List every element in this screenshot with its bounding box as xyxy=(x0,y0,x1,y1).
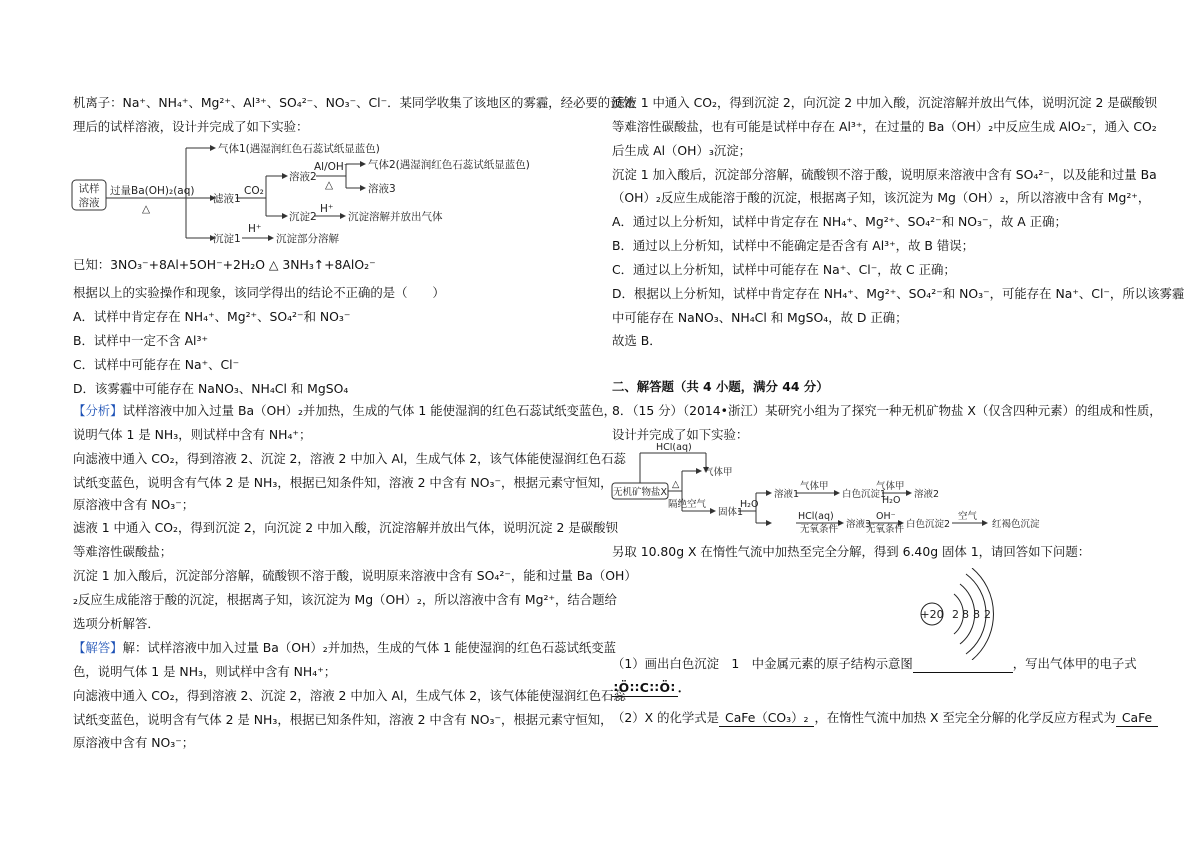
solution2-label: 溶液2 xyxy=(289,171,317,183)
analysis-tag: 【分析】 xyxy=(73,403,123,418)
mineral-x-label: 无机矿物盐X xyxy=(612,487,668,498)
analysis-line-3: 向滤液中通入 CO₂，得到溶液 2、沉淀 2，溶液 2 中加入 Al，生成气体 2，该气体能使湿润红色石蕊 xyxy=(73,451,626,466)
red-brown-ppt-label: 红褐色沉淀 xyxy=(992,519,1040,530)
analysis-line-2: 说明气体 1 是 NH₃，则试样中含有 NH₄⁺； xyxy=(73,427,312,442)
right-line-3: 后生成 Al（OH）₃沉淀； xyxy=(612,143,752,158)
h-plus-label-1: H⁺ xyxy=(320,203,334,215)
q8-line-1: 8．（15 分）（2014•浙江）某研究小组为了探究一种无机矿物盐 X（仅含四种元素）的组成和性质， xyxy=(612,403,1162,418)
al-oh-label: Al/OH⁻ xyxy=(314,161,350,173)
hcl-label-2: HCl(aq) xyxy=(798,511,834,522)
option-c: C．试样中可能存在 Na⁺、Cl⁻ xyxy=(73,357,240,372)
mineral-flowchart xyxy=(610,443,1090,535)
right-line-7: B．通过以上分析知，试样中不能确定是否含有 Al³⁺，故 B 错误； xyxy=(612,238,975,253)
answer-formula: CaFe（CO₃）₂ xyxy=(719,710,814,727)
isolate-air-label: 隔绝空气 xyxy=(668,499,707,510)
shell-2: 8 xyxy=(962,608,969,621)
intro-line-1: 机离子：Na⁺、NH₄⁺、Mg²⁺、Al³⁺、SO₄²⁻、NO₃⁻、Cl⁻．某同学收集了该地区的雾霾，经必要的预处 xyxy=(73,95,635,110)
analysis-line-10: 选项分析解答． xyxy=(73,616,160,631)
analysis-line-5: 原溶液中含有 NO₃⁻； xyxy=(73,497,195,512)
q8-line-2: 设计并完成了如下实验： xyxy=(612,427,749,442)
analysis-line-8: 沉淀 1 加入酸后，沉淀部分溶解，硫酸钡不溶于酸，说明原来溶液中含有 SO₄²⁻，能和过量 Ba（OH） xyxy=(73,568,637,583)
blank-1 xyxy=(913,656,1013,673)
heat-symbol: △ xyxy=(142,203,151,215)
right-line-4: 沉淀 1 加入酸后，沉淀部分溶解，硫酸钡不溶于酸，说明原来溶液中含有 SO₄²⁻，以及能和过量 Ba xyxy=(612,167,1157,182)
answer-line-1: 【解答】解：试样溶液中加入过量 Ba（OH）₂并加热，生成的气体 1 能使湿润的红色石蕊试纸变蓝 xyxy=(73,640,617,655)
experiment-flowchart xyxy=(70,138,550,250)
intro-line-2: 理后的试样溶液，设计并完成了如下实验： xyxy=(73,119,309,134)
section-heading: 二、解答题（共 4 小题，满分 44 分） xyxy=(612,379,829,394)
air-label: 空气 xyxy=(958,511,978,522)
reagent-label: 过量Ba(OH)₂(aq) xyxy=(110,185,195,197)
solid1-label: 固体1 xyxy=(718,507,744,518)
h2o-label-2: H₂O xyxy=(882,495,901,506)
electron-formula: ∶Ö∷C∷Ö∶ ． xyxy=(614,680,692,695)
answer-line-3: 向滤液中通入 CO₂，得到溶液 2、沉淀 2，溶液 2 中加入 Al，生成气体 2，该气体能使湿润红色石蕊 xyxy=(73,688,626,703)
anaerobic-label-1: 无氧条件 xyxy=(800,524,839,535)
shell-4: 2 xyxy=(984,608,991,621)
sub-question-2: （2）X 的化学式是 CaFe（CO₃）₂ ，在惰性气流中加热 X 至完全分解的化学反应方程式为 CaFe xyxy=(612,710,1158,727)
analysis-line-1: 【分析】试样溶液中加入过量 Ba（OH）₂并加热，生成的气体 1 能使湿润的红色石蕊试纸变蓝色， xyxy=(73,403,617,418)
right-line-8: C．通过以上分析知，试样中可能存在 Na⁺、Cl⁻，故 C 正确； xyxy=(612,262,956,277)
solution3-label-b: 溶液3 xyxy=(846,519,872,530)
answer-line-4: 试纸变蓝色，说明含有气体 2 是 NH₃，根据已知条件知，溶液 2 中含有 NO₃⁻，根据元素守恒知， xyxy=(73,712,613,727)
white-ppt2-label: 白色沉淀2 xyxy=(906,519,951,530)
shell-3: 8 xyxy=(973,608,980,621)
ppt1-label: 沉淀1 xyxy=(213,233,241,245)
heat-symbol-2: △ xyxy=(325,179,334,191)
answer-equation: CaFe xyxy=(1116,710,1158,727)
question-stem: 根据以上的实验操作和现象，该同学得出的结论不正确的是（ ） xyxy=(73,285,445,300)
analysis-line-9: ₂反应生成能溶于酸的沉淀，根据离子知，该沉淀为 Mg（OH）₂，所以溶液中含有 Mg²⁺，结合题给 xyxy=(73,592,617,607)
sample-label-1: 试样 xyxy=(78,183,100,195)
gas-b-label: 气体甲 xyxy=(800,481,829,492)
option-a: A．试样中肯定存在 NH₄⁺、Mg²⁺、SO₄²⁻和 NO₃⁻ xyxy=(73,309,351,324)
solution1-label: 溶液1 xyxy=(774,489,800,500)
gas-c-label: 气体甲 xyxy=(876,481,905,492)
answer-line-2: 色，说明气体 1 是 NH₃，则试样中含有 NH₄⁺； xyxy=(73,664,337,679)
sample-label-2: 溶液 xyxy=(78,197,100,209)
answer-line-5: 原溶液中含有 NO₃⁻； xyxy=(73,735,195,750)
right-line-10: 中可能存在 NaNO₃、NH₄Cl 和 MgSO₄，故 D 正确； xyxy=(612,310,908,325)
heat-symbol-3: △ xyxy=(672,479,680,490)
filtrate1-label: 滤液1 xyxy=(213,193,241,205)
option-b: B．试样中一定不含 Al³⁺ xyxy=(73,333,208,348)
h-plus-label-2: H⁺ xyxy=(248,223,262,235)
ppt2-label: 沉淀2 xyxy=(289,211,317,223)
anaerobic-label-2: 无氧条件 xyxy=(866,524,905,535)
gas2-label: 气体2(遇湿润红色石蕊试纸显蓝色) xyxy=(368,159,530,171)
shell-1: 2 xyxy=(952,608,959,621)
ppt2-result: 沉淀溶解并放出气体 xyxy=(348,211,443,223)
analysis-line-6: 滤液 1 中通入 CO₂，得到沉淀 2，向沉淀 2 中加入酸，沉淀溶解并放出气体，说明沉淀 2 是碳酸钡 xyxy=(73,520,618,535)
right-line-5: （OH）₂反应生成能溶于酸的沉淀，根据离子知，该沉淀为 Mg（OH）₂，所以溶液中含有 Mg²⁺， xyxy=(612,190,1151,205)
ppt1-result: 沉淀部分溶解 xyxy=(276,233,339,245)
sub-question-1: （1）画出白色沉淀 1 中金属元素的原子结构示意图 ，写出气体甲的电子式 xyxy=(612,656,1137,671)
gas1-label: 气体1(遇湿润红色石蕊试纸显蓝色) xyxy=(218,143,380,155)
solution2-label-b: 溶液2 xyxy=(914,489,940,500)
white-ppt1-label: 白色沉淀1 xyxy=(842,489,887,500)
right-line-2: 等难溶性碳酸盐，也有可能是试样中存在 Al³⁺，在过量的 Ba（OH）₂中反应生成 AlO₂⁻，通入 CO₂ xyxy=(612,119,1157,134)
oh-label: OH⁻ xyxy=(876,511,896,522)
gas-a-label: 气体甲 xyxy=(704,467,733,478)
co2-label: CO₂ xyxy=(244,185,264,197)
option-d: D．该雾霾中可能存在 NaNO₃、NH₄Cl 和 MgSO₄ xyxy=(73,381,349,396)
atomic-structure-diagram xyxy=(916,568,1026,660)
right-line-1: 滤液 1 中通入 CO₂，得到沉淀 2，向沉淀 2 中加入酸，沉淀溶解并放出气体，说明沉淀 2 是碳酸钡 xyxy=(612,95,1157,110)
right-line-9: D．根据以上分析知，试样中肯定存在 NH₄⁺、Mg²⁺、SO₄²⁻和 NO₃⁻，可能存在 Na⁺、Cl⁻，所以该雾霾 xyxy=(612,286,1185,301)
right-line-11: 故选 B． xyxy=(612,333,662,348)
nucleus-charge: +20 xyxy=(920,608,944,621)
analysis-line-4: 试纸变蓝色，说明含有气体 2 是 NH₃，根据已知条件知，溶液 2 中含有 NO₃⁻，根据元素守恒知， xyxy=(73,475,613,490)
known-equation: 已知：3NO₃⁻+8Al+5OH⁻+2H₂O △ 3NH₃↑+8AlO₂⁻ xyxy=(73,257,376,272)
h2o-label: H₂O xyxy=(740,499,759,510)
answer-tag: 【解答】 xyxy=(73,640,123,655)
hcl-label: HCl(aq) xyxy=(656,443,692,453)
analysis-line-7: 等难溶性碳酸盐； xyxy=(73,544,173,559)
solution3-label: 溶液3 xyxy=(368,183,396,195)
right-line-6: A．通过以上分析知，试样中肯定存在 NH₄⁺、Mg²⁺、SO₄²⁻和 NO₃⁻，故 A 正确； xyxy=(612,214,1067,229)
extra-info: 另取 10.80g X 在惰性气流中加热至完全分解，得到 6.40g 固体 1，请回答如下问题： xyxy=(612,544,1091,559)
